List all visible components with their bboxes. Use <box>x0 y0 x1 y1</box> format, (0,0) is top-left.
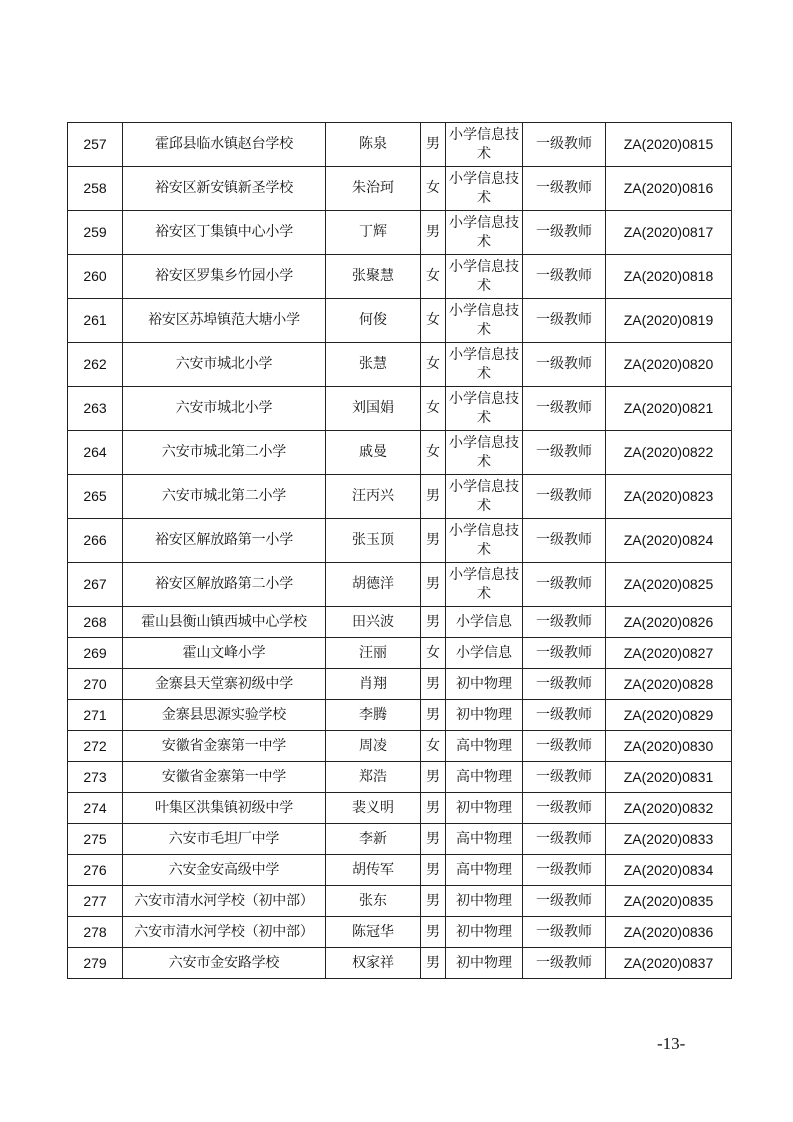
professional-title: 一级教师 <box>523 638 606 669</box>
teacher-name: 李新 <box>326 824 421 855</box>
professional-title: 一级教师 <box>523 475 606 519</box>
teacher-name: 郑浩 <box>326 762 421 793</box>
subject: 小学信息 <box>446 638 523 669</box>
teacher-name: 李腾 <box>326 700 421 731</box>
school-name: 霍邱县临水镇赵台学校 <box>123 123 326 167</box>
row-number: 268 <box>68 607 123 638</box>
school-name: 六安市清水河学校（初中部） <box>123 886 326 917</box>
professional-title: 一级教师 <box>523 948 606 979</box>
teacher-name: 张玉顶 <box>326 519 421 563</box>
school-name: 裕安区新安镇新圣学校 <box>123 167 326 211</box>
subject: 初中物理 <box>446 793 523 824</box>
professional-title: 一级教师 <box>523 299 606 343</box>
school-name: 安徽省金寨第一中学 <box>123 762 326 793</box>
row-number: 264 <box>68 431 123 475</box>
certificate-number: ZA(2020)0835 <box>606 886 732 917</box>
table-row <box>68 886 732 917</box>
professional-title: 一级教师 <box>523 731 606 762</box>
certificate-number: ZA(2020)0816 <box>606 167 732 211</box>
table-row <box>68 669 732 700</box>
page-number: -13- <box>657 1034 686 1053</box>
subject: 初中物理 <box>446 886 523 917</box>
school-name: 六安市清水河学校（初中部） <box>123 917 326 948</box>
gender: 女 <box>421 731 446 762</box>
certificate-number: ZA(2020)0826 <box>606 607 732 638</box>
teacher-name: 田兴波 <box>326 607 421 638</box>
certificate-number: ZA(2020)0830 <box>606 731 732 762</box>
gender: 女 <box>421 387 446 431</box>
school-name: 叶集区洪集镇初级中学 <box>123 793 326 824</box>
certificate-number: ZA(2020)0827 <box>606 638 732 669</box>
row-number: 279 <box>68 948 123 979</box>
certificate-number: ZA(2020)0824 <box>606 519 732 563</box>
school-name: 六安金安高级中学 <box>123 855 326 886</box>
table-row <box>68 519 732 563</box>
gender: 男 <box>421 917 446 948</box>
school-name: 裕安区罗集乡竹园小学 <box>123 255 326 299</box>
teacher-name: 张东 <box>326 886 421 917</box>
professional-title: 一级教师 <box>523 343 606 387</box>
gender: 男 <box>421 700 446 731</box>
subject: 小学信息技术 <box>446 387 523 431</box>
row-number: 269 <box>68 638 123 669</box>
school-name: 裕安区解放路第二小学 <box>123 563 326 607</box>
professional-title: 一级教师 <box>523 519 606 563</box>
teacher-name: 张聚慧 <box>326 255 421 299</box>
row-number: 259 <box>68 211 123 255</box>
professional-title: 一级教师 <box>523 123 606 167</box>
certificate-number: ZA(2020)0829 <box>606 700 732 731</box>
roster-body <box>68 123 732 979</box>
table-row <box>68 948 732 979</box>
subject: 初中物理 <box>446 700 523 731</box>
table-row <box>68 299 732 343</box>
professional-title: 一级教师 <box>523 431 606 475</box>
teacher-name: 陈冠华 <box>326 917 421 948</box>
certificate-number: ZA(2020)0821 <box>606 387 732 431</box>
school-name: 六安市城北第二小学 <box>123 475 326 519</box>
roster-table <box>67 122 732 979</box>
table-row <box>68 475 732 519</box>
gender: 男 <box>421 855 446 886</box>
certificate-number: ZA(2020)0818 <box>606 255 732 299</box>
row-number: 267 <box>68 563 123 607</box>
table-row <box>68 343 732 387</box>
gender: 男 <box>421 607 446 638</box>
row-number: 260 <box>68 255 123 299</box>
gender: 男 <box>421 519 446 563</box>
teacher-name: 丁辉 <box>326 211 421 255</box>
gender: 女 <box>421 255 446 299</box>
certificate-number: ZA(2020)0837 <box>606 948 732 979</box>
gender: 男 <box>421 123 446 167</box>
table-row <box>68 607 732 638</box>
table-row <box>68 638 732 669</box>
professional-title: 一级教师 <box>523 669 606 700</box>
row-number: 278 <box>68 917 123 948</box>
table-row <box>68 731 732 762</box>
professional-title: 一级教师 <box>523 917 606 948</box>
certificate-number: ZA(2020)0825 <box>606 563 732 607</box>
table-row <box>68 387 732 431</box>
table-row <box>68 824 732 855</box>
professional-title: 一级教师 <box>523 855 606 886</box>
professional-title: 一级教师 <box>523 886 606 917</box>
subject: 初中物理 <box>446 948 523 979</box>
school-name: 金寨县天堂寨初级中学 <box>123 669 326 700</box>
gender: 男 <box>421 762 446 793</box>
teacher-name: 张慧 <box>326 343 421 387</box>
school-name: 霍山文峰小学 <box>123 638 326 669</box>
certificate-number: ZA(2020)0832 <box>606 793 732 824</box>
gender: 女 <box>421 638 446 669</box>
certificate-number: ZA(2020)0828 <box>606 669 732 700</box>
school-name: 裕安区苏埠镇范大塘小学 <box>123 299 326 343</box>
gender: 男 <box>421 824 446 855</box>
row-number: 261 <box>68 299 123 343</box>
row-number: 271 <box>68 700 123 731</box>
gender: 女 <box>421 167 446 211</box>
certificate-number: ZA(2020)0836 <box>606 917 732 948</box>
subject: 初中物理 <box>446 669 523 700</box>
subject: 小学信息技术 <box>446 123 523 167</box>
school-name: 六安市金安路学校 <box>123 948 326 979</box>
subject: 小学信息技术 <box>446 343 523 387</box>
teacher-name: 戚曼 <box>326 431 421 475</box>
table-row <box>68 167 732 211</box>
certificate-number: ZA(2020)0815 <box>606 123 732 167</box>
school-name: 六安市毛坦厂中学 <box>123 824 326 855</box>
row-number: 275 <box>68 824 123 855</box>
gender: 女 <box>421 431 446 475</box>
certificate-number: ZA(2020)0819 <box>606 299 732 343</box>
table-row <box>68 917 732 948</box>
row-number: 262 <box>68 343 123 387</box>
teacher-name: 周凌 <box>326 731 421 762</box>
school-name: 霍山县衡山镇西城中心学校 <box>123 607 326 638</box>
row-number: 274 <box>68 793 123 824</box>
professional-title: 一级教师 <box>523 793 606 824</box>
professional-title: 一级教师 <box>523 387 606 431</box>
row-number: 257 <box>68 123 123 167</box>
subject: 小学信息技术 <box>446 299 523 343</box>
table-row <box>68 855 732 886</box>
row-number: 265 <box>68 475 123 519</box>
certificate-number: ZA(2020)0820 <box>606 343 732 387</box>
gender: 男 <box>421 793 446 824</box>
certificate-number: ZA(2020)0817 <box>606 211 732 255</box>
gender: 男 <box>421 211 446 255</box>
school-name: 六安市城北小学 <box>123 387 326 431</box>
subject: 高中物理 <box>446 731 523 762</box>
gender: 男 <box>421 563 446 607</box>
school-name: 裕安区丁集镇中心小学 <box>123 211 326 255</box>
table-row <box>68 762 732 793</box>
professional-title: 一级教师 <box>523 167 606 211</box>
table-row <box>68 255 732 299</box>
certificate-number: ZA(2020)0822 <box>606 431 732 475</box>
subject: 小学信息技术 <box>446 475 523 519</box>
subject: 小学信息 <box>446 607 523 638</box>
table-row <box>68 211 732 255</box>
teacher-name: 权家祥 <box>326 948 421 979</box>
row-number: 272 <box>68 731 123 762</box>
professional-title: 一级教师 <box>523 255 606 299</box>
subject: 小学信息技术 <box>446 431 523 475</box>
professional-title: 一级教师 <box>523 607 606 638</box>
teacher-name: 陈泉 <box>326 123 421 167</box>
subject: 小学信息技术 <box>446 167 523 211</box>
table-row <box>68 793 732 824</box>
gender: 男 <box>421 669 446 700</box>
school-name: 六安市城北小学 <box>123 343 326 387</box>
teacher-name: 朱治珂 <box>326 167 421 211</box>
professional-title: 一级教师 <box>523 762 606 793</box>
row-number: 258 <box>68 167 123 211</box>
row-number: 266 <box>68 519 123 563</box>
teacher-name: 裴义明 <box>326 793 421 824</box>
subject: 高中物理 <box>446 855 523 886</box>
teacher-name: 肖翔 <box>326 669 421 700</box>
table-row <box>68 431 732 475</box>
teacher-name: 胡德洋 <box>326 563 421 607</box>
subject: 小学信息技术 <box>446 519 523 563</box>
professional-title: 一级教师 <box>523 563 606 607</box>
subject: 小学信息技术 <box>446 563 523 607</box>
school-name: 裕安区解放路第一小学 <box>123 519 326 563</box>
row-number: 270 <box>68 669 123 700</box>
professional-title: 一级教师 <box>523 700 606 731</box>
table-row <box>68 700 732 731</box>
teacher-name: 何俊 <box>326 299 421 343</box>
teacher-name: 刘国娟 <box>326 387 421 431</box>
school-name: 六安市城北第二小学 <box>123 431 326 475</box>
gender: 女 <box>421 299 446 343</box>
professional-title: 一级教师 <box>523 824 606 855</box>
row-number: 273 <box>68 762 123 793</box>
professional-title: 一级教师 <box>523 211 606 255</box>
teacher-name: 汪丽 <box>326 638 421 669</box>
teacher-name: 胡传军 <box>326 855 421 886</box>
gender: 男 <box>421 475 446 519</box>
row-number: 277 <box>68 886 123 917</box>
row-number: 276 <box>68 855 123 886</box>
teacher-name: 汪丙兴 <box>326 475 421 519</box>
school-name: 金寨县思源实验学校 <box>123 700 326 731</box>
subject: 小学信息技术 <box>446 255 523 299</box>
certificate-number: ZA(2020)0834 <box>606 855 732 886</box>
subject: 小学信息技术 <box>446 211 523 255</box>
gender: 女 <box>421 343 446 387</box>
gender: 男 <box>421 948 446 979</box>
certificate-number: ZA(2020)0823 <box>606 475 732 519</box>
subject: 高中物理 <box>446 762 523 793</box>
subject: 初中物理 <box>446 917 523 948</box>
certificate-number: ZA(2020)0833 <box>606 824 732 855</box>
school-name: 安徽省金寨第一中学 <box>123 731 326 762</box>
certificate-number: ZA(2020)0831 <box>606 762 732 793</box>
gender: 男 <box>421 886 446 917</box>
table-row <box>68 123 732 167</box>
subject: 高中物理 <box>446 824 523 855</box>
row-number: 263 <box>68 387 123 431</box>
table-row <box>68 563 732 607</box>
